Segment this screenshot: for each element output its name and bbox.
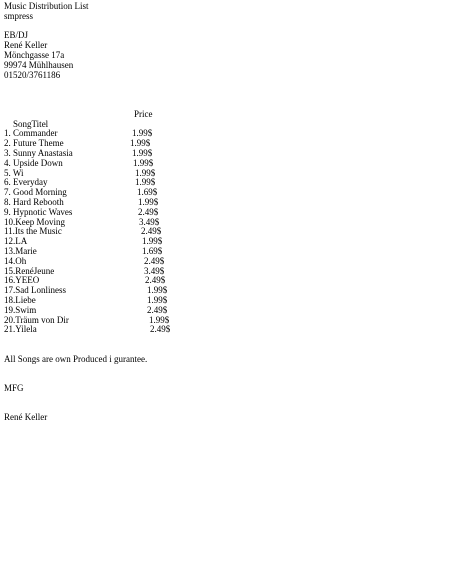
table-header (4, 108, 444, 129)
song-price: 1.69$ (137, 187, 158, 198)
song-price: 2.49$ (150, 324, 171, 335)
table-row (4, 159, 444, 169)
document-subtitle: smpress (4, 10, 33, 21)
spacer (4, 394, 444, 414)
song-title: 13.Marie (4, 245, 37, 256)
table-row (4, 218, 444, 228)
label-line: EB/DJ (4, 30, 29, 41)
song-price: 1.99$ (138, 196, 159, 207)
contact-name: René Keller (4, 40, 48, 51)
song-price: 1.99$ (135, 167, 156, 178)
table-row (4, 267, 444, 277)
contact-street: Mönchgasse 17a (4, 49, 65, 60)
table-row (4, 306, 444, 316)
song-title: 18.Liebe (4, 294, 36, 305)
table-row (4, 257, 444, 267)
spacer (4, 80, 444, 100)
song-title: 1. Commander (4, 128, 58, 139)
song-price: 2.49$ (138, 206, 159, 217)
song-price: 1.99$ (130, 138, 151, 149)
song-price: 2.49$ (145, 275, 166, 286)
song-price: 1.99$ (135, 177, 156, 188)
song-title: 20.Träum von Dir (4, 314, 69, 325)
song-price: 2.49$ (141, 226, 162, 237)
table-row (4, 237, 444, 247)
song-title: 12.LA (4, 236, 28, 247)
song-title: 5. Wi (4, 167, 24, 178)
song-title: 7. Good Morning (4, 187, 67, 198)
spacer (4, 100, 444, 110)
song-price: 1.99$ (132, 128, 153, 139)
document (4, 2, 444, 423)
table-row (4, 178, 444, 188)
song-price: 1.99$ (147, 285, 168, 296)
song-price: 2.49$ (147, 304, 168, 315)
table-row (4, 227, 444, 237)
contact-phone: 01520/3761186 (4, 69, 61, 80)
table-row (4, 169, 444, 179)
song-title: 10.Keep Moving (4, 216, 65, 227)
column-header-price: Price (134, 108, 153, 119)
table-row (4, 149, 444, 159)
song-price: 1.99$ (149, 314, 170, 325)
song-title: 14.Oh (4, 255, 27, 266)
song-title: 9. Hypnotic Waves (4, 206, 73, 217)
table-row (4, 286, 444, 296)
song-price: 1.99$ (142, 236, 163, 247)
song-title: 19.Swim (4, 304, 37, 315)
song-price: 3.49$ (139, 216, 160, 227)
document-title: Music Distribution List (4, 1, 89, 11)
column-header-title: SongTitel (13, 118, 49, 129)
table-row (4, 188, 444, 198)
spacer (4, 335, 444, 355)
spacer (4, 364, 444, 384)
song-title: 6. Everyday (4, 177, 48, 188)
table-row (4, 296, 444, 306)
song-price: 3.49$ (144, 265, 165, 276)
contact-city: 99974 Mühlhausen (4, 59, 74, 70)
song-title: 11.Its the Music (4, 226, 62, 237)
song-title: 8. Hard Reboоth (4, 196, 64, 207)
song-title: 3. Sunny Anastasia (4, 147, 73, 158)
table-row (4, 276, 444, 286)
song-title: 15.RenéJeune (4, 265, 55, 276)
song-title: 4. Upside Down (4, 157, 63, 168)
guarantee-note: All Songs are own Produced i gurantee. (4, 353, 148, 364)
song-list (4, 129, 444, 335)
song-title: 17.Sad Lonliness (4, 285, 66, 296)
song-title: 16.YEEO (4, 275, 40, 286)
table-row (4, 325, 444, 335)
table-row (4, 129, 444, 139)
closing: MFG (4, 383, 24, 394)
signature: René Keller (4, 412, 48, 423)
song-price: 1.99$ (133, 157, 154, 168)
spacer (4, 22, 444, 32)
song-price: 1.99$ (147, 294, 168, 305)
table-row (4, 247, 444, 257)
table-row (4, 208, 444, 218)
table-row (4, 316, 444, 326)
song-price: 1.69$ (142, 245, 163, 256)
spacer (4, 120, 444, 130)
song-title: 21.Yilela (4, 324, 37, 335)
song-price: 2.49$ (144, 255, 165, 266)
song-price: 1.99$ (132, 147, 153, 158)
song-title: 2. Future Theme (4, 138, 64, 149)
